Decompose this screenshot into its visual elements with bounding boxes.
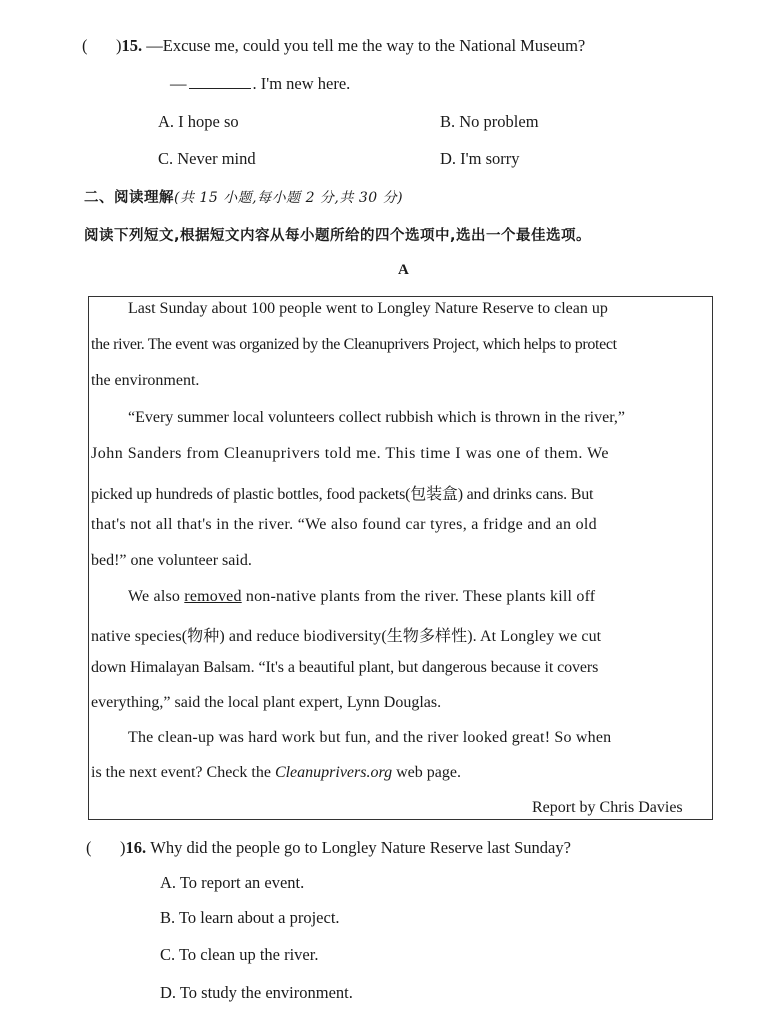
q15-option-c[interactable]: C. Never mind (158, 149, 256, 168)
q15-stem (116, 36, 585, 56)
underlined-word: removed (184, 588, 242, 605)
website-text: Cleanuprivers.org (274, 764, 393, 781)
passage-line (91, 764, 461, 782)
paren-open: ( (86, 838, 92, 857)
line-text: is the next event? Check the (91, 764, 275, 781)
section-header (84, 186, 403, 207)
passage-line: “Every summer local volunteers collect rubbish which is thrown in the river,” (128, 409, 625, 426)
paren-open: ( (82, 36, 88, 55)
passage-line: John Sanders from Cleanuprivers told me. This time I was one of them. We (91, 445, 610, 462)
q16-stem (120, 838, 571, 858)
reply-dash: — (170, 74, 187, 93)
passage-line (128, 588, 595, 606)
q15-reply (170, 74, 350, 94)
paren-close: ) (120, 838, 126, 857)
reply-text: . I'm new here. (252, 74, 351, 93)
q16-number: 16. (125, 838, 147, 857)
passage-byline: Report by Chris Davies (532, 799, 683, 816)
passage-line: everything,” said the local plant expert, Lynn Douglas. (91, 694, 442, 711)
q16-answer-paren[interactable] (86, 838, 92, 858)
section-instruction: 阅读下列短文,根据短文内容从每小题所给的四个选项中,选出一个最佳选项。 (84, 228, 592, 244)
q15-option-d[interactable]: D. I'm sorry (440, 149, 520, 168)
passage-line: native species(物种) and reduce biodiversity(生物多样性). At Longley we cut (91, 628, 602, 645)
line-text: non-native plants from the river. These plants kill off (241, 588, 596, 605)
passage-line: the environment. (91, 372, 200, 389)
q16-option-d[interactable]: D. To study the environment. (160, 983, 353, 1002)
q15-answer-paren[interactable] (82, 36, 88, 56)
q15-number: 15. (121, 36, 143, 55)
line-text: web page. (392, 764, 461, 781)
section-scoring: (共 15 小题,每小题 2 分,共 30 分) (174, 190, 404, 206)
passage-line: picked up hundreds of plastic bottles, food packets(包装盒) and drinks cans. But (91, 486, 594, 503)
passage-label: A (398, 262, 409, 278)
q16-option-c[interactable]: C. To clean up the river. (160, 945, 319, 964)
passage-line: the river. The event was organized by the Cleanuprivers Project, which helps to protect (91, 336, 617, 353)
section-title: 二、阅读理解 (84, 190, 174, 206)
q15-prompt: —Excuse me, could you tell me the way to the National Museum? (146, 36, 586, 55)
q15-option-a[interactable]: A. I hope so (158, 112, 239, 131)
passage-line: that's not all that's in the river. “We also found car tyres, a fridge and an old (91, 516, 597, 533)
line-text: We also (128, 588, 185, 605)
q16-option-a[interactable]: A. To report an event. (160, 873, 305, 892)
q16-option-b[interactable]: B. To learn about a project. (160, 908, 340, 927)
passage-line: The clean-up was hard work but fun, and the river looked great! So when (128, 729, 612, 746)
passage-line: Last Sunday about 100 people went to Longley Nature Reserve to clean up (128, 300, 608, 317)
q15-blank[interactable] (189, 74, 251, 89)
q16-prompt: Why did the people go to Longley Nature Reserve last Sunday? (150, 838, 571, 857)
paren-close: ) (116, 36, 122, 55)
q15-option-b[interactable]: B. No problem (440, 112, 539, 131)
passage-line: down Himalayan Balsam. “It's a beautiful plant, but dangerous because it covers (91, 659, 599, 676)
passage-line: bed!” one volunteer said. (91, 552, 252, 569)
